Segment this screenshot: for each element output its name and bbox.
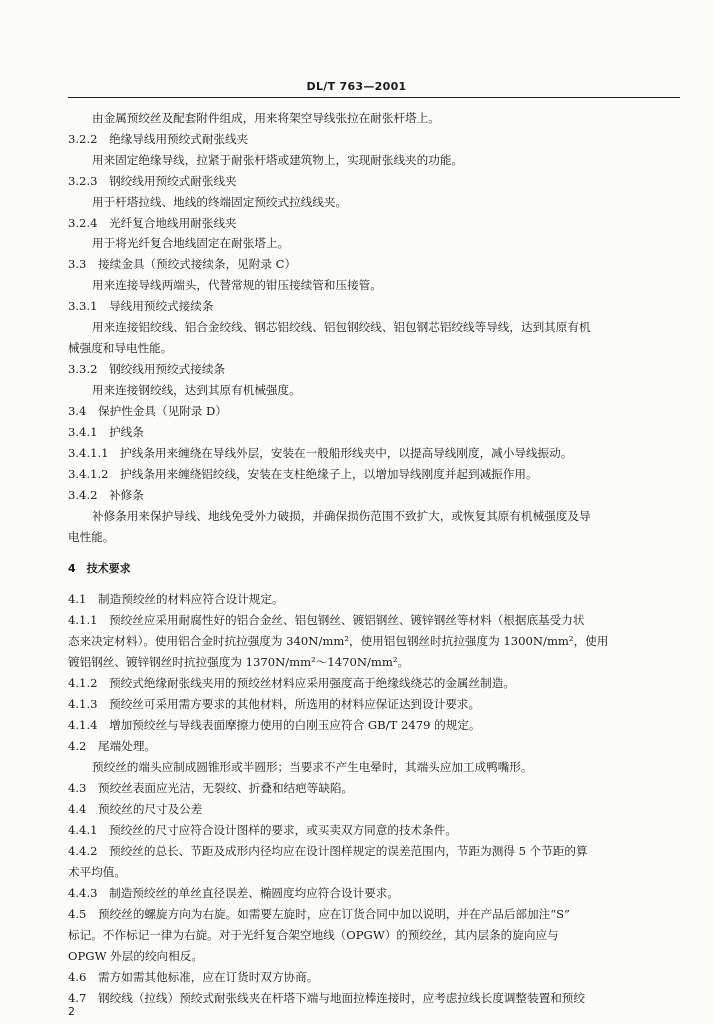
section-heading: 4.1 制造预绞丝的材料应符合设计规定。 [68,592,284,606]
text-line: 术平均值。 [68,865,126,879]
section-heading: 3.3 接续金具（预绞式接续条，见附录 C） [68,257,297,271]
text-line: 4.1.3 预绞丝可采用需方要求的其他材料，所选用的材料应保证达到设计要求。 [68,697,481,711]
section-heading: 3.4.1 护线条 [68,425,144,439]
section-heading: 4.2 尾端处理。 [68,739,157,753]
text-line: 预绞丝的端头应制成圆锥形或半圆形；当要求不产生电晕时，其端头应加工成鸭嘴形。 [92,760,533,774]
text-line: 4.1.2 预绞式绝缘耐张线夹用的预绞丝材料应采用强度高于绝缘线绕芯的金属丝制造。 [68,676,515,690]
text-line: 4.6 需方如需其他标准，应在订货时双方协商。 [68,970,319,984]
section-heading: 3.4.2 补修条 [68,488,144,502]
text-line: 4.1.4 增加预绞丝与导线表面摩擦力使用的白刚玉应符合 GB/T 2479 的规定。 [68,718,481,732]
text-line: 4.4.1 预绞丝的尺寸应符合设计图样的要求，或买卖双方同意的技术条件。 [68,823,457,837]
text-line: 4.7 钢绞线（拉线）预绞式耐张线夹在杆塔下端与地面拉棒连接时，应考虑拉线长度调整装置和预绞 [68,991,585,1005]
text-line: 用来固定绝缘导线，拉紧于耐张杆塔或建筑物上，实现耐张线夹的功能。 [92,153,464,167]
text-line: 4.3 预绞丝表面应光洁，无裂纹、折叠和结疤等缺陷。 [68,781,354,795]
text-line: 用来连接导线两端头，代替常规的钳压接续管和压接管。 [92,278,382,292]
section-heading: 3.2.4 光纤复合地线用耐张线夹 [68,216,237,230]
text-line: 补修条用来保护导线、地线免受外力破损，并确保损伤范围不致扩大，或恢复其原有机械强度及导 [92,509,591,523]
section-heading: 4.4 预绞丝的尺寸及公差 [68,802,203,816]
text-line: 镀铝钢丝、镀锌钢丝时抗拉强度为 1370N/mm²～1470N/mm²。 [68,655,410,669]
text-line: 用来连接铝绞线、铝合金绞线、钢芯铝绞线、铝包钢绞线、铝包钢芯铝绞线等导线，达到其原有机 [92,320,591,334]
section-heading: 3.3.2 钢绞线用预绞式接续条 [68,362,226,376]
section-heading: 3.2.3 钢绞线用预绞式耐张线夹 [68,174,237,188]
text-line: 3.4.1.2 护线条用来缠绕铝绞线，安装在支柱绝缘子上，以增加导线刚度并起到减振作用。 [68,467,538,481]
text-line: 4.1.1 预绞丝应采用耐腐性好的铝合金丝、铝包钢丝、镀铝钢丝、镀锌钢丝等材料（根据底基受力状 [68,613,585,627]
section-heading: 3.2.2 绝缘导线用预绞式耐张线夹 [68,132,249,146]
text-line: 用来连接钢绞线，达到其原有机械强度。 [92,383,301,397]
text-line: 用于杆塔拉线、地线的终端固定预绞式拉线线夹。 [92,195,348,209]
section-heading: 3.3.1 导线用预绞式接续条 [68,299,214,313]
chapter-heading: 4 技术要求 [68,562,131,575]
text-line: OPGW 外层的绞向相反。 [68,949,203,963]
header-rule [68,97,680,98]
text-line: 用于将光纤复合地线固定在耐张塔上。 [92,236,290,250]
running-header: DL/T 763—2001 [306,80,407,93]
text-line: 态来决定材料）。使用铝合金时抗拉强度为 340N/mm²，使用铝包钢丝时抗拉强度为 1300N/mm²，使用 [68,634,609,648]
text-line: 电性能。 [68,530,115,544]
text-line: 由金属预绞丝及配套附件组成，用来将架空导线张拉在耐张杆塔上。 [92,111,440,125]
text-line: 械强度和导电性能。 [68,341,173,355]
text-line: 4.4.3 制造预绞丝的单丝直径误差、椭圆度均应符合设计要求。 [68,886,399,900]
text-line: 4.5 预绞丝的螺旋方向为右旋。如需要左旋时，应在订货合同中加以说明，并在产品后部加注“S” [68,907,570,921]
section-heading: 3.4 保护性金具（见附录 D） [68,404,227,418]
page-number: 2 [68,1005,75,1018]
text-line: 标记。不作标记一律为右旋。对于光纤复合架空地线（OPGW）的预绞丝，其内层条的旋向应与 [68,928,559,942]
text-line: 4.4.2 预绞丝的总长、节距及成形内径均应在设计图样规定的误差范围内，节距为测得 5 个节距的算 [68,844,588,858]
text-line: 3.4.1.1 护线条用来缠绕在导线外层，安装在一般船形线夹中，以提高导线刚度，减小导线振动。 [68,446,573,460]
